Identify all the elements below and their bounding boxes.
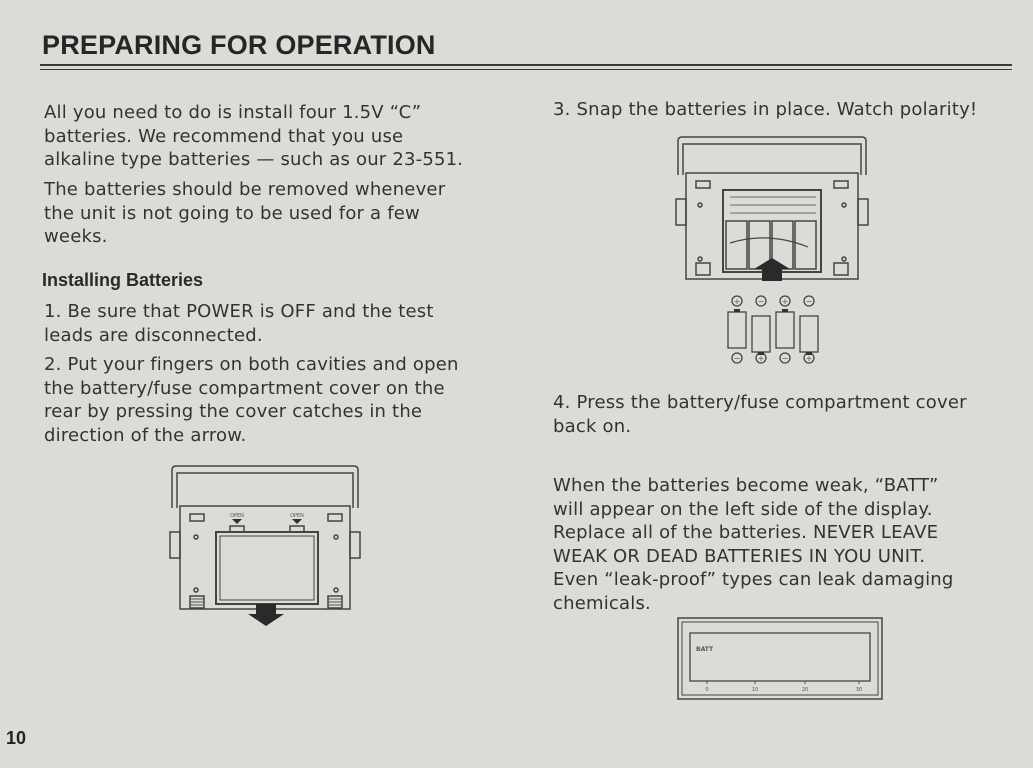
scale-label-30: 30 [855, 687, 863, 693]
polarity-top-4: − [805, 297, 813, 306]
polarity-bottom-4: + [805, 354, 813, 363]
lcd-display-illustration [677, 617, 883, 701]
page-number: 10 [6, 728, 27, 748]
open-compartment-illustration [668, 135, 878, 285]
step-1: 1. Be sure that POWER is OFF and the test leads are disconnected. [44, 301, 434, 346]
cover-catch-label-left: OPEN [230, 513, 244, 519]
rear-cover-illustration [160, 464, 370, 629]
step-2: 2. Put your fingers on both cavities and open the battery/fuse compartment cover on the rear by pressing the cover catches in the direction of the arrow. [44, 354, 459, 446]
scale-label-20: 20 [801, 687, 809, 693]
cover-catch-label-right: OPEN [290, 513, 304, 519]
polarity-top-3: + [781, 297, 789, 306]
scale-label-0: 0 [705, 687, 709, 693]
battery-polarity-diagram [724, 292, 824, 368]
intro-paragraph: All you need to do is install four 1.5V “C” batteries. We recommend that you use alkaline type batteries — such as our 23-551. [44, 102, 464, 170]
polarity-bottom-3: − [781, 354, 789, 363]
weak-battery-paragraph: When the batteries become weak, “BATT” will appear on the left side of the display. Replace all of the batteries. NEVER LEAVE WEAK OR DEAD BATTERIES IN YOU UNIT. Even “leak-proof” types can leak damaging chemicals. [553, 475, 954, 614]
polarity-top-1: + [733, 297, 741, 306]
title-rule-thin [40, 69, 1012, 70]
title-rule [40, 64, 1012, 66]
removal-paragraph: The batteries should be removed whenever the unit is not going to be used for a few weeks. [44, 179, 446, 247]
polarity-top-2: − [757, 297, 765, 306]
step-4: 4. Press the battery/fuse compartment cover back on. [553, 392, 967, 437]
polarity-bottom-2: + [757, 354, 765, 363]
step-3: 3. Snap the batteries in place. Watch polarity! [553, 99, 978, 120]
scale-label-10: 10 [751, 687, 759, 693]
page-title: PREPARING FOR OPERATION [42, 30, 436, 60]
down-arrow-icon [248, 604, 284, 626]
section-heading: Installing Batteries [42, 270, 204, 290]
polarity-bottom-1: − [733, 354, 741, 363]
batt-indicator: BATT [696, 646, 714, 653]
